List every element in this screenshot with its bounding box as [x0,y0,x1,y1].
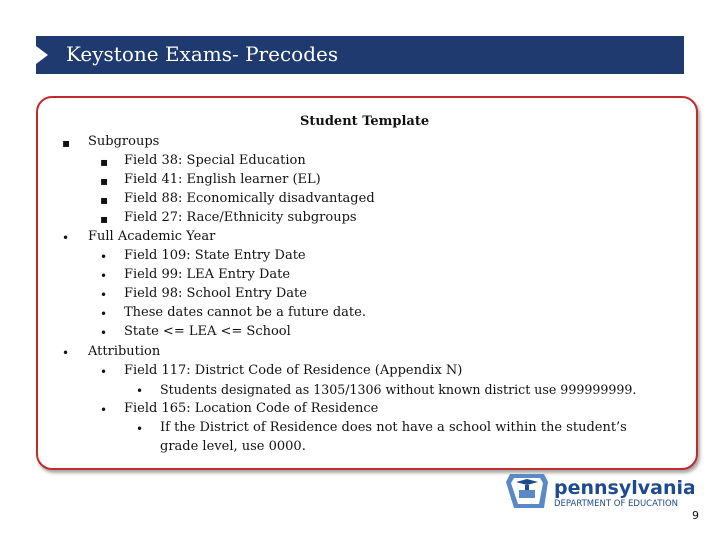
round-bullet-icon: • [100,307,108,321]
full-academic-year-heading: Full Academic Year [88,229,216,244]
subgroups-heading: Subgroups [88,134,160,149]
round-bullet-icon: • [62,231,70,245]
list-item: Field 165: Location Code of Residence [124,401,379,416]
logo-name: pennsylvania [554,477,694,499]
round-bullet-icon: • [100,365,108,379]
round-bullet-icon: • [100,269,108,283]
round-bullet-icon: • [100,288,108,302]
list-item: If the District of Residence does not have a school within the student’s [160,420,627,435]
square-bullet-icon: ▪ [62,136,71,150]
list-item: Field 117: District Code of Residence (Appendix N) [124,363,463,378]
title-arrow-icon [36,46,48,64]
list-item: These dates cannot be a future date. [124,305,366,320]
list-item: Students designated as 1305/1306 without known district use 999999999. [160,382,637,397]
square-bullet-icon: ▪ [100,155,109,169]
list-item: Field 27: Race/Ethnicity subgroups [124,210,357,225]
list-item: grade level, use 0000. [160,439,306,454]
list-item: Field 109: State Entry Date [124,248,306,263]
attribution-heading: Attribution [88,344,161,359]
square-bullet-icon: ▪ [100,193,109,207]
round-bullet-icon: • [62,346,70,360]
round-bullet-icon: • [100,326,108,340]
pa-education-logo [504,470,694,512]
list-item: Field 38: Special Education [124,153,306,168]
round-bullet-icon: • [136,384,144,398]
round-bullet-icon: • [100,250,108,264]
list-item: Field 88: Economically disadvantaged [124,191,375,206]
square-bullet-icon: ▪ [100,174,109,188]
list-item: Field 98: School Entry Date [124,286,307,301]
list-item: Field 41: English learner (EL) [124,172,321,187]
list-item: Field 99: LEA Entry Date [124,267,291,282]
page-number: 9 [692,509,699,522]
square-bullet-icon: ▪ [100,212,109,226]
page-title: Keystone Exams- Precodes [66,42,339,66]
logo-subtitle: DEPARTMENT OF EDUCATION [554,499,679,509]
keystone-logo-icon [504,470,694,512]
list-item: State <= LEA <= School [124,324,291,339]
round-bullet-icon: • [136,422,144,436]
section-title: Student Template [300,114,430,129]
round-bullet-icon: • [100,403,108,417]
